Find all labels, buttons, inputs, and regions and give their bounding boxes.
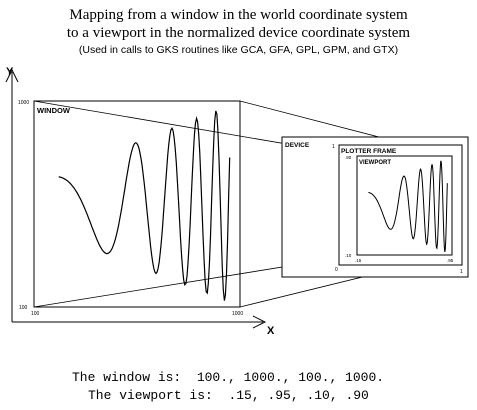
viewport-label: VIEWPORT bbox=[359, 160, 392, 166]
y-axis-label: Y bbox=[6, 66, 14, 78]
device-tick-one-right: 1 bbox=[460, 269, 463, 275]
window-label: WINDOW bbox=[37, 106, 70, 115]
title-line-2: to a viewport in the normalized device coordinate system bbox=[66, 25, 411, 41]
viewport-tick-x-left: .15 bbox=[355, 258, 362, 263]
device-tick-zero: 0 bbox=[335, 267, 338, 273]
window-tick-bottom-left: 100 bbox=[19, 305, 28, 311]
title-note: (Used in calls to GKS routines like GCA, GFA, GPL, GPM, and GTX) bbox=[78, 44, 399, 56]
window-tick-x-right: 1000 bbox=[232, 311, 244, 317]
x-axis-label: X bbox=[267, 325, 275, 337]
viewport-tick-top: .90 bbox=[345, 155, 352, 160]
window-spec-label: The window is: bbox=[72, 370, 182, 385]
viewport-spec-values: .15, .95, .10, .90 bbox=[228, 388, 369, 403]
window-spec-values: 100., 1000., 100., 1000. bbox=[196, 370, 385, 385]
window-tick-top: 1000 bbox=[18, 100, 30, 106]
viewport-tick-bottom: .10 bbox=[345, 253, 352, 258]
viewport-tick-x-right: .95 bbox=[447, 258, 454, 263]
device-tick-one-top: 1 bbox=[332, 144, 335, 150]
window-tick-x-left: 100 bbox=[31, 311, 40, 317]
viewport-spec bbox=[88, 388, 369, 403]
window-curve bbox=[59, 111, 230, 301]
title-line-1: Mapping from a window in the world coordinate system bbox=[69, 7, 408, 23]
plotter-frame-label: PLOTTER FRAME bbox=[341, 148, 397, 155]
viewport-spec-label: The viewport is: bbox=[88, 388, 213, 403]
device-label: DEVICE bbox=[285, 142, 310, 149]
window-spec bbox=[72, 370, 384, 385]
